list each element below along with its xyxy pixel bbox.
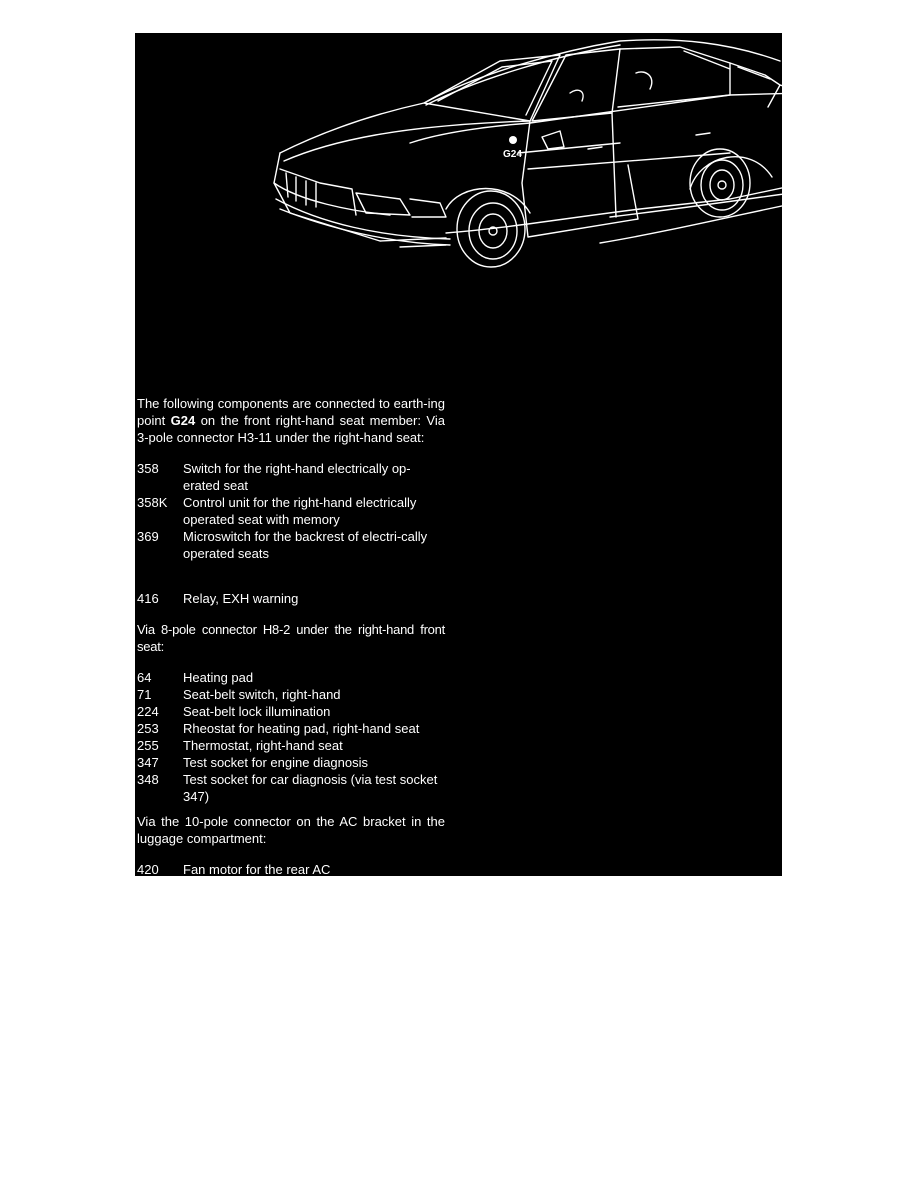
item-description: Heating pad [183,670,254,685]
item-description: Thermostat, right-hand seat [183,738,343,753]
earthing-point-label: G24 [170,413,196,428]
item-number: 416 [137,591,159,606]
item-description: Rheostat for heating pad, right-hand seat [183,721,420,736]
item-number: 253 [137,721,159,736]
g24-callout: G24 [503,149,522,160]
list-item [137,720,445,737]
item-number: 348 [137,772,159,787]
ac-bracket-heading: Via the 10-pole connector on the AC bracket in the luggage compartment: [137,814,445,846]
item-number: 64 [137,670,152,685]
group2-list [137,669,445,805]
list-item [137,703,445,720]
intro-paragraph [137,395,445,446]
item-number: 358K [137,495,168,510]
group1-list [137,460,445,562]
list-item [137,686,445,703]
item-number: 224 [137,704,159,719]
list-item [137,460,445,494]
item-number: 347 [137,755,159,770]
list-item [137,754,445,771]
item-description: Test socket for engine diagnosis [183,755,368,770]
list-item [137,669,445,686]
item-description: Relay, EXH warning [183,591,299,606]
list-item [137,590,445,607]
car-illustration [260,33,782,313]
group1b-list [137,590,445,607]
item-description: Seat-belt switch, right-hand [183,687,341,702]
item-number: 255 [137,738,159,753]
document-panel [135,33,782,876]
group3-list [137,861,445,876]
item-description: Control unit for the right-hand electrically operated seat with memory [183,495,417,527]
list-item [137,528,445,562]
item-number: 358 [137,461,159,476]
item-number: 420 [137,862,159,876]
item-number: 369 [137,529,159,544]
component-list [137,395,445,876]
list-item [137,494,445,528]
list-item [137,771,445,805]
item-number: 71 [137,687,152,702]
connector-h8-2-heading: Via 8-pole connector H8-2 under the right-hand front seat: [137,622,445,654]
list-item [137,737,445,754]
item-description: Seat-belt lock illumination [183,704,331,719]
item-description: Fan motor for the rear AC [183,862,331,876]
intro-text-after: on the front right-hand seat member: Via 3-pole connector H3-11 under the right-hand seat: [137,413,445,445]
intro-text-before: The following components are connected to earth-ing point [137,396,445,428]
item-description: Microswitch for the backrest of electri-cally operated seats [183,529,428,561]
item-description: Switch for the right-hand electrically op-erated seat [183,461,411,493]
list-item [137,861,445,876]
item-description: Test socket for car diagnosis (via test socket 347) [183,772,438,804]
